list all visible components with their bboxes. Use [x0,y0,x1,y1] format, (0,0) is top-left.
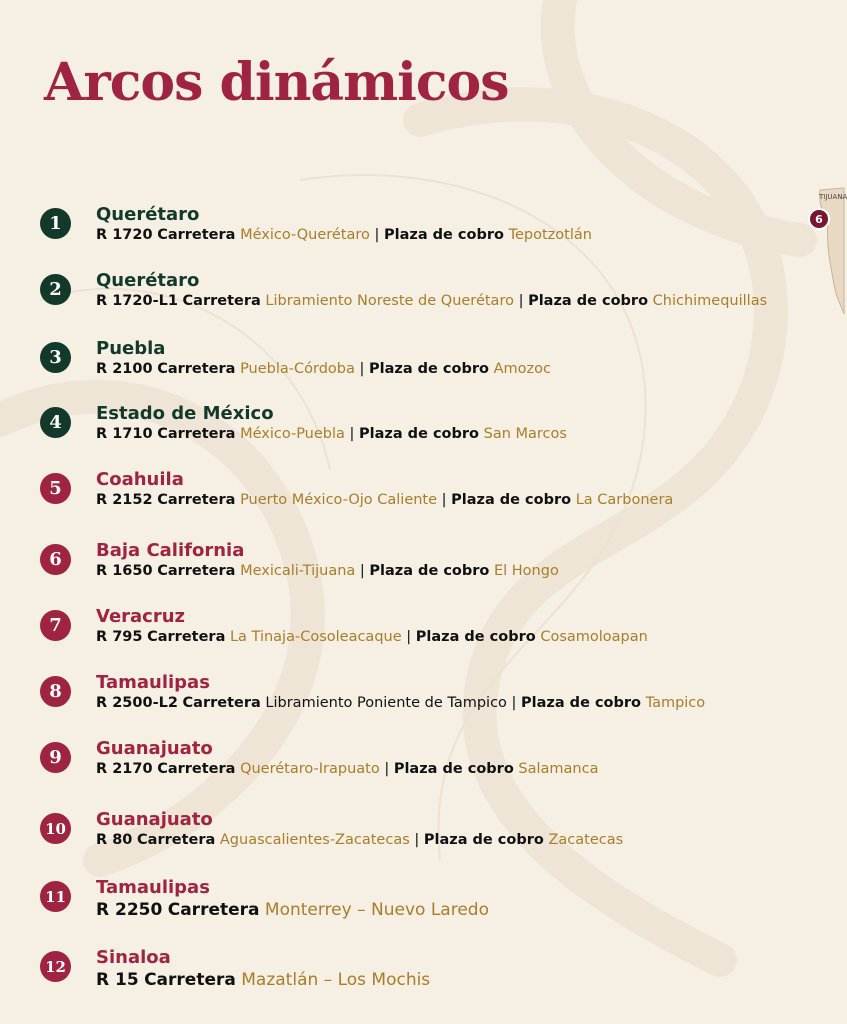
highway-name: México-Querétaro [240,227,370,243]
list-item [40,204,840,254]
highway-label: Carretera [157,227,236,243]
list-item [40,606,840,656]
list-item [40,540,840,590]
highway-name: Monterrey – Nuevo Laredo [264,900,489,920]
state-name: Guanajuato [96,738,213,759]
list-item [40,877,840,927]
item-number-badge: 9 [40,742,71,773]
plaza-name: Amozoc [493,361,551,377]
route-code: R 1650 [96,563,153,579]
separator: | [384,761,390,777]
separator: | [374,227,380,243]
highway-name: Libramiento Poniente de Tampico [265,695,507,711]
item-number-badge: 12 [40,951,71,982]
route-detail [96,426,567,442]
route-code: R 2100 [96,361,153,377]
state-name: Sinaloa [96,947,171,968]
list-item [40,270,840,320]
state-name: Tamaulipas [96,672,210,693]
route-detail [96,695,705,711]
list-item [40,338,840,388]
plaza-name: El Hongo [493,563,559,579]
list-item [40,738,840,788]
separator: | [406,629,412,645]
plaza-label: Plaza de cobro [415,629,536,645]
highway-label: Carretera [182,695,261,711]
separator: | [441,492,447,508]
highway-label: Carretera [182,293,261,309]
item-number-badge: 4 [40,407,71,438]
list-item [40,809,840,859]
separator: | [518,293,524,309]
route-code: R 1710 [96,426,153,442]
plaza-label: Plaza de cobro [521,695,641,711]
state-name: Veracruz [96,606,186,627]
highway-name: Mazatlán – Los Mochis [241,970,431,990]
separator: | [359,361,365,377]
highway-label: Carretera [157,426,236,442]
highway-label: Carretera [157,563,236,579]
plaza-name: San Marcos [483,426,567,442]
item-number-badge: 10 [40,813,71,844]
item-number-badge: 6 [40,544,71,575]
route-code: R 795 [96,629,143,645]
route-detail [96,629,648,645]
route-detail [96,563,559,579]
plaza-label: Plaza de cobro [384,227,504,243]
highway-label: Carretera [157,492,236,508]
plaza-label: Plaza de cobro [528,293,649,309]
plaza-label: Plaza de cobro [393,761,514,777]
highway-name: Puebla-Córdoba [240,361,355,377]
state-name: Baja California [96,540,245,561]
plaza-name: Salamanca [518,761,599,777]
plaza-name: La Carbonera [575,492,674,508]
plaza-name: Cosamoloapan [540,629,648,645]
highway-name: Mexicali-Tijuana [240,563,356,579]
item-number-badge: 11 [40,881,71,912]
route-code: R 2250 [96,900,163,920]
list-item [40,672,840,722]
map-city-label: TIJUANA [819,193,847,201]
page-title: Arcos dinámicos [44,52,509,113]
plaza-name: Tampico [645,695,706,711]
route-detail [96,832,623,848]
plaza-name: Chichimequillas [652,293,768,309]
highway-name: Libramiento Noreste de Querétaro [265,293,514,309]
item-number-badge: 2 [40,274,71,305]
highway-label: Carretera [167,900,260,920]
highway-label: Carretera [157,761,236,777]
highway-name: Querétaro-Irapuato [240,761,380,777]
route-code: R 2500-L2 [96,695,178,711]
plaza-label: Plaza de cobro [359,426,479,442]
state-name: Coahuila [96,469,184,490]
route-detail [96,293,767,309]
highway-name: México-Puebla [240,426,345,442]
plaza-label: Plaza de cobro [369,361,489,377]
state-name: Estado de México [96,403,274,424]
item-number-badge: 7 [40,610,71,641]
highway-label: Carretera [157,361,236,377]
highway-name: Aguascalientes-Zacatecas [219,832,410,848]
highway-label: Carretera [144,970,236,990]
item-number-badge: 8 [40,676,71,707]
separator: | [414,832,420,848]
map-pin-marker: 6 [808,208,830,230]
route-code: R 2152 [96,492,153,508]
list-item [40,469,840,519]
list-item [40,403,840,453]
route-code: R 1720-L1 [96,293,178,309]
route-detail [96,970,430,990]
route-code: R 15 [96,970,139,990]
item-number-badge: 3 [40,342,71,373]
highway-name: La Tinaja-Cosoleacaque [229,629,402,645]
plaza-label: Plaza de cobro [423,832,544,848]
plaza-name: Tepotzotlán [508,227,592,243]
state-name: Puebla [96,338,166,359]
state-name: Guanajuato [96,809,213,830]
state-name: Querétaro [96,270,200,291]
route-code: R 80 [96,832,133,848]
highway-name: Puerto México-Ojo Caliente [240,492,438,508]
plaza-label: Plaza de cobro [451,492,572,508]
plaza-label: Plaza de cobro [369,563,490,579]
route-detail [96,900,489,920]
list-item [40,947,840,997]
route-detail [96,761,598,777]
highway-label: Carretera [147,629,226,645]
route-detail [96,361,551,377]
plaza-name: Zacatecas [548,832,624,848]
separator: | [359,563,365,579]
state-name: Tamaulipas [96,877,210,898]
route-code: R 2170 [96,761,153,777]
route-code: R 1720 [96,227,153,243]
item-number-badge: 1 [40,208,71,239]
route-detail [96,227,592,243]
route-detail [96,492,673,508]
state-name: Querétaro [96,204,200,225]
item-number-badge: 5 [40,473,71,504]
highway-label: Carretera [137,832,216,848]
separator: | [349,426,355,442]
separator: | [511,695,517,711]
